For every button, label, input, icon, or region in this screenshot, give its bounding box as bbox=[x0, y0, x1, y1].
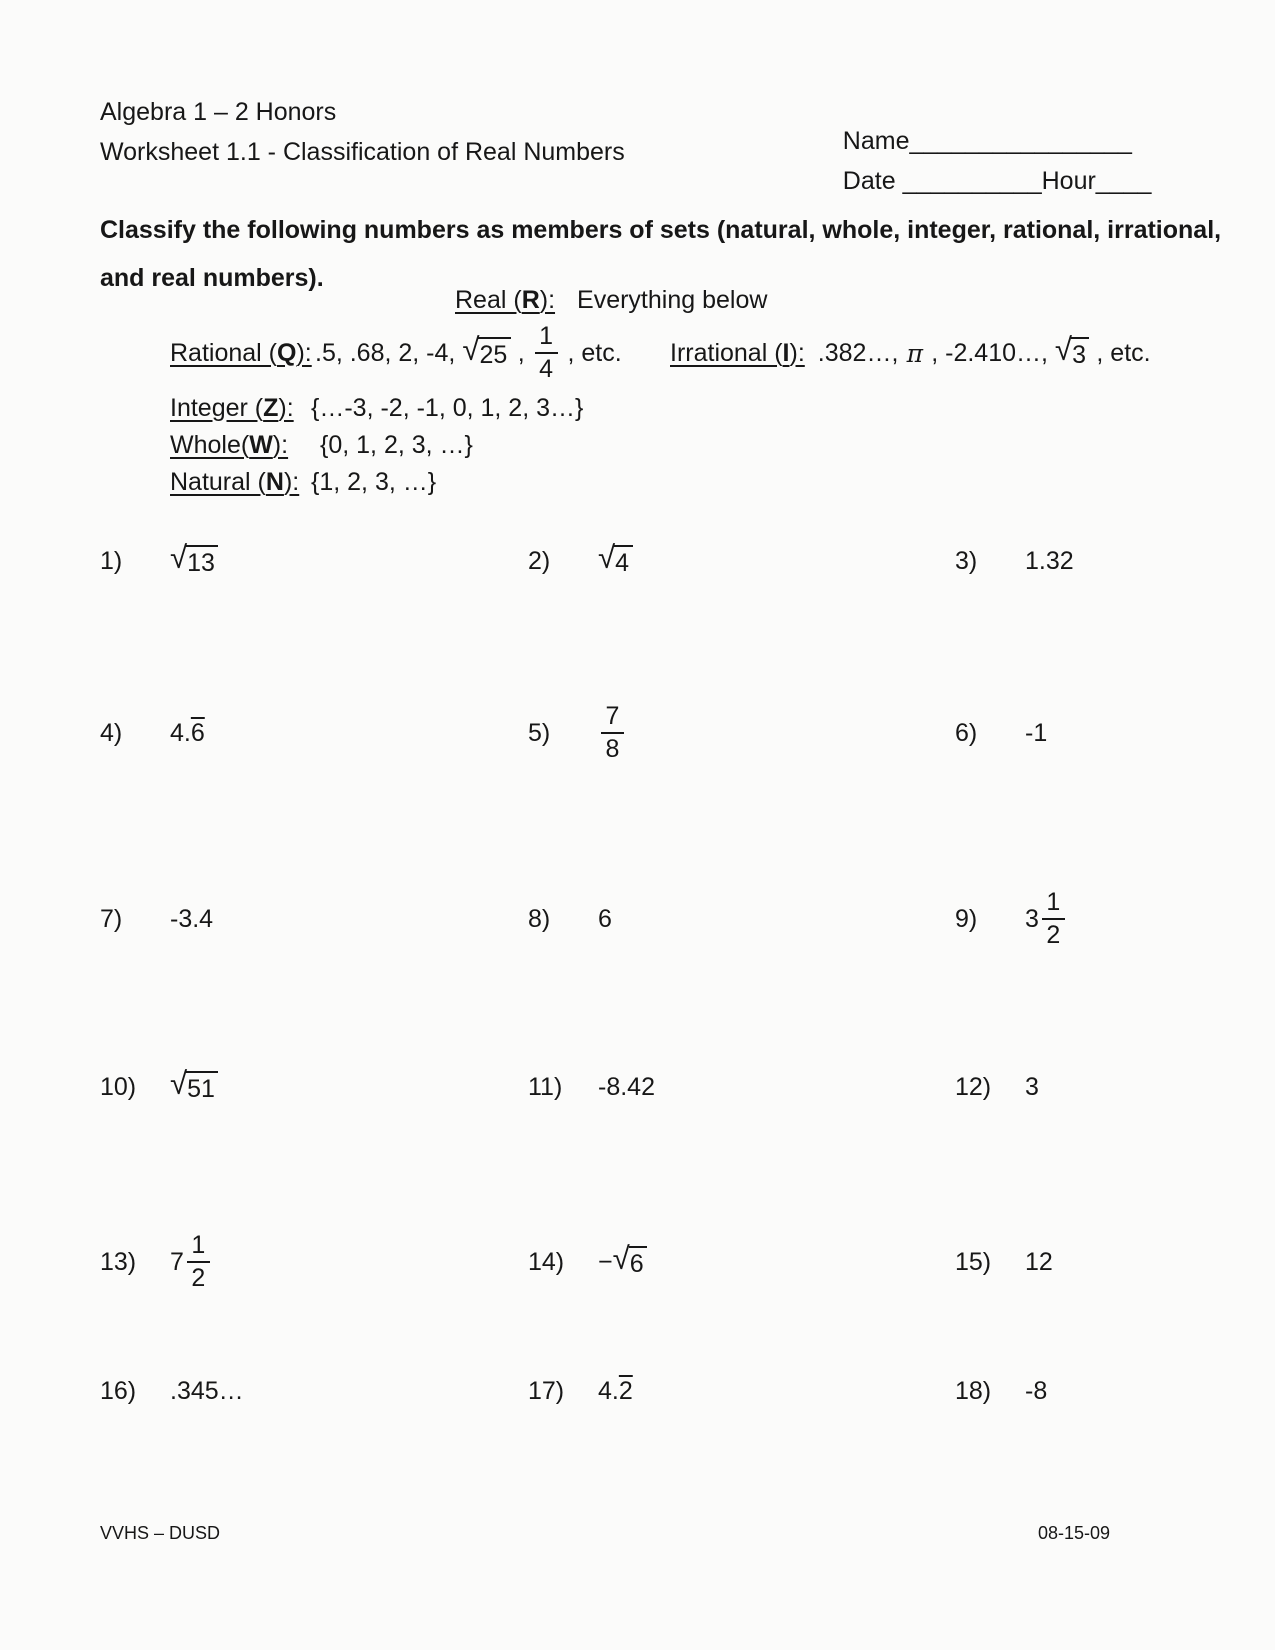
fraction bbox=[1042, 889, 1065, 950]
instructions-line-2: and real numbers). bbox=[100, 264, 324, 292]
math-text: , etc. bbox=[1089, 338, 1151, 367]
problem-number: 14) bbox=[528, 1247, 565, 1276]
name-blank: ________________ bbox=[909, 127, 1132, 155]
math-text: 1.32 bbox=[1025, 546, 1074, 575]
problem-4 bbox=[100, 693, 205, 773]
problem-number: 4) bbox=[100, 718, 123, 747]
problem-17 bbox=[528, 1351, 633, 1431]
math-text: .5, .68, 2, -4, bbox=[315, 338, 463, 367]
fraction bbox=[601, 703, 624, 764]
math-text: .345… bbox=[170, 1376, 244, 1405]
sqrt-expression bbox=[170, 540, 218, 577]
math-text: , bbox=[510, 338, 532, 367]
problem-number: 13) bbox=[100, 1247, 137, 1276]
problem-1 bbox=[100, 521, 218, 601]
fraction-denominator: 2 bbox=[191, 1264, 206, 1292]
real-label-post: ): bbox=[539, 286, 556, 314]
rational-label-post: ): bbox=[296, 338, 312, 367]
problem-number: 10) bbox=[100, 1072, 137, 1101]
whole-label-pre: Whole( bbox=[170, 431, 250, 459]
integer-value: {…-3, -2, -1, 0, 1, 2, 3…} bbox=[311, 394, 584, 422]
fraction-numerator: 1 bbox=[187, 1232, 210, 1264]
problem-13 bbox=[100, 1222, 213, 1302]
problem-3 bbox=[955, 521, 1074, 601]
radicand: 51 bbox=[186, 1071, 219, 1103]
problem-14 bbox=[528, 1222, 647, 1302]
problem-number: 8) bbox=[528, 904, 551, 933]
math-text: -3.4 bbox=[170, 904, 214, 933]
problem-value bbox=[170, 905, 213, 934]
fraction bbox=[187, 1232, 210, 1293]
radical-sign: √ bbox=[170, 1066, 188, 1102]
footer-date: 08-15-09 bbox=[1037, 1523, 1110, 1543]
fraction-numerator: 7 bbox=[601, 703, 624, 735]
hour-label: Hour bbox=[1041, 167, 1096, 195]
math-text: 3 bbox=[1025, 904, 1039, 933]
problem-5 bbox=[528, 693, 627, 773]
problem-value bbox=[170, 1377, 244, 1406]
radical-sign: √ bbox=[598, 540, 616, 576]
problem-number: 16) bbox=[100, 1376, 137, 1405]
natural-value: {1, 2, 3, …} bbox=[311, 468, 437, 496]
repeating-decimal-digit: 6 bbox=[190, 718, 205, 747]
problem-value bbox=[1025, 719, 1047, 748]
problem-number: 1) bbox=[100, 546, 123, 575]
problem-12 bbox=[955, 1047, 1039, 1127]
math-text: .382…, bbox=[817, 338, 906, 367]
problem-number: 15) bbox=[955, 1247, 992, 1276]
instructions-line-1: Classify the following numbers as members of sets (natural, whole, integer, rational, irrational, bbox=[100, 216, 1222, 244]
problem-value bbox=[1025, 889, 1068, 950]
problem-number: 7) bbox=[100, 904, 123, 933]
math-text: 7 bbox=[170, 1247, 184, 1276]
problem-number: 9) bbox=[955, 904, 978, 933]
problem-value bbox=[170, 540, 218, 577]
radical-sign: √ bbox=[612, 1241, 630, 1277]
sqrt-expression bbox=[612, 1241, 648, 1278]
problem-value bbox=[170, 719, 205, 748]
radical-sign: √ bbox=[170, 540, 188, 576]
real-label-pre: Real ( bbox=[455, 286, 522, 314]
radicand: 6 bbox=[629, 1246, 648, 1278]
problem-value bbox=[1025, 1248, 1053, 1277]
natural-label-letter: N bbox=[265, 468, 284, 496]
math-text: , -2.410…, bbox=[924, 338, 1055, 367]
math-text: 6 bbox=[598, 904, 612, 933]
problem-9 bbox=[955, 879, 1068, 959]
whole-label-letter: W bbox=[249, 431, 273, 459]
natural-label-pre: Natural ( bbox=[170, 468, 266, 496]
math-text: − bbox=[598, 1247, 613, 1276]
problem-number: 3) bbox=[955, 546, 978, 575]
problem-2 bbox=[528, 521, 633, 601]
problem-number: 18) bbox=[955, 1376, 992, 1405]
rational-label-pre: Rational ( bbox=[170, 338, 277, 367]
problem-value bbox=[598, 540, 633, 577]
radicand: 4 bbox=[614, 545, 633, 577]
real-value: Everything below bbox=[577, 286, 768, 314]
math-text: 4. bbox=[170, 718, 191, 747]
problem-7 bbox=[100, 879, 213, 959]
math-text: 4. bbox=[598, 1376, 619, 1405]
real-label-letter: R bbox=[521, 286, 540, 314]
sqrt-expression bbox=[598, 540, 633, 577]
problem-10 bbox=[100, 1047, 218, 1127]
integer-label-pre: Integer ( bbox=[170, 394, 264, 422]
name-label: Name bbox=[842, 127, 910, 155]
problem-value bbox=[598, 1073, 655, 1102]
fraction-numerator: 1 bbox=[1042, 889, 1065, 921]
radical-sign: √ bbox=[1054, 332, 1073, 368]
problem-11 bbox=[528, 1047, 655, 1127]
fraction-denominator: 8 bbox=[605, 735, 620, 763]
irrational-label-pre: Irrational ( bbox=[670, 338, 783, 367]
math-text: -1 bbox=[1025, 718, 1048, 747]
natural-label-post: ): bbox=[283, 468, 300, 496]
date-blank: __________ bbox=[902, 167, 1042, 195]
problem-6 bbox=[955, 693, 1047, 773]
problem-18 bbox=[955, 1351, 1047, 1431]
problem-number: 12) bbox=[955, 1072, 992, 1101]
problems-row-4 bbox=[0, 1047, 1275, 1127]
math-text: 3 bbox=[1025, 1072, 1039, 1101]
problem-number: 11) bbox=[528, 1072, 563, 1101]
fraction-denominator: 4 bbox=[539, 355, 554, 383]
problem-16 bbox=[100, 1351, 244, 1431]
problems-row-5 bbox=[0, 1222, 1275, 1302]
problem-value bbox=[170, 1232, 213, 1293]
math-text: -8.42 bbox=[598, 1072, 655, 1101]
sqrt-expression bbox=[170, 1066, 218, 1103]
rational-label-letter: Q bbox=[277, 338, 297, 367]
math-text: , etc. bbox=[560, 338, 622, 367]
problem-15 bbox=[955, 1222, 1053, 1302]
pi-symbol: π bbox=[906, 338, 924, 368]
footer-school: VVHS – DUSD bbox=[100, 1523, 221, 1543]
problem-number: 2) bbox=[528, 546, 551, 575]
whole-value: {0, 1, 2, 3, …} bbox=[320, 431, 473, 459]
hour-blank: ____ bbox=[1095, 167, 1152, 195]
problem-8 bbox=[528, 879, 612, 959]
problem-number: 17) bbox=[528, 1376, 565, 1405]
problem-value bbox=[1025, 1377, 1047, 1406]
worksheet-title: Worksheet 1.1 - Classification of Real Numbers bbox=[100, 138, 625, 166]
integer-label-post: ): bbox=[278, 394, 294, 422]
problems-row-3 bbox=[0, 879, 1275, 959]
radical-sign: √ bbox=[462, 332, 480, 368]
radicand: 25 bbox=[478, 337, 511, 369]
problems-row-1 bbox=[0, 521, 1275, 601]
problem-value bbox=[598, 1377, 633, 1406]
problems-row-6 bbox=[0, 1351, 1275, 1431]
fraction-denominator: 2 bbox=[1046, 921, 1061, 949]
irrational-label-post: ): bbox=[789, 338, 805, 367]
math-text: 12 bbox=[1025, 1247, 1053, 1276]
radicand: 13 bbox=[186, 545, 219, 577]
date-label: Date bbox=[842, 167, 903, 195]
problem-number: 6) bbox=[955, 718, 978, 747]
integer-label-letter: Z bbox=[263, 394, 279, 422]
radicand: 3 bbox=[1071, 337, 1090, 369]
problem-value bbox=[598, 703, 627, 764]
problems-row-2 bbox=[0, 693, 1275, 773]
problem-number: 5) bbox=[528, 718, 551, 747]
problem-value bbox=[170, 1066, 218, 1103]
whole-label-post: ): bbox=[272, 431, 289, 459]
irrational-label-letter: I bbox=[782, 338, 790, 367]
problem-value bbox=[598, 905, 612, 934]
problem-value bbox=[598, 1241, 647, 1278]
fraction-numerator: 1 bbox=[535, 323, 558, 355]
math-text: -8 bbox=[1025, 1376, 1048, 1405]
problem-value bbox=[1025, 1073, 1039, 1102]
repeating-decimal-digit: 2 bbox=[618, 1376, 633, 1405]
problem-value bbox=[1025, 547, 1074, 576]
course-title: Algebra 1 – 2 Honors bbox=[100, 98, 337, 126]
